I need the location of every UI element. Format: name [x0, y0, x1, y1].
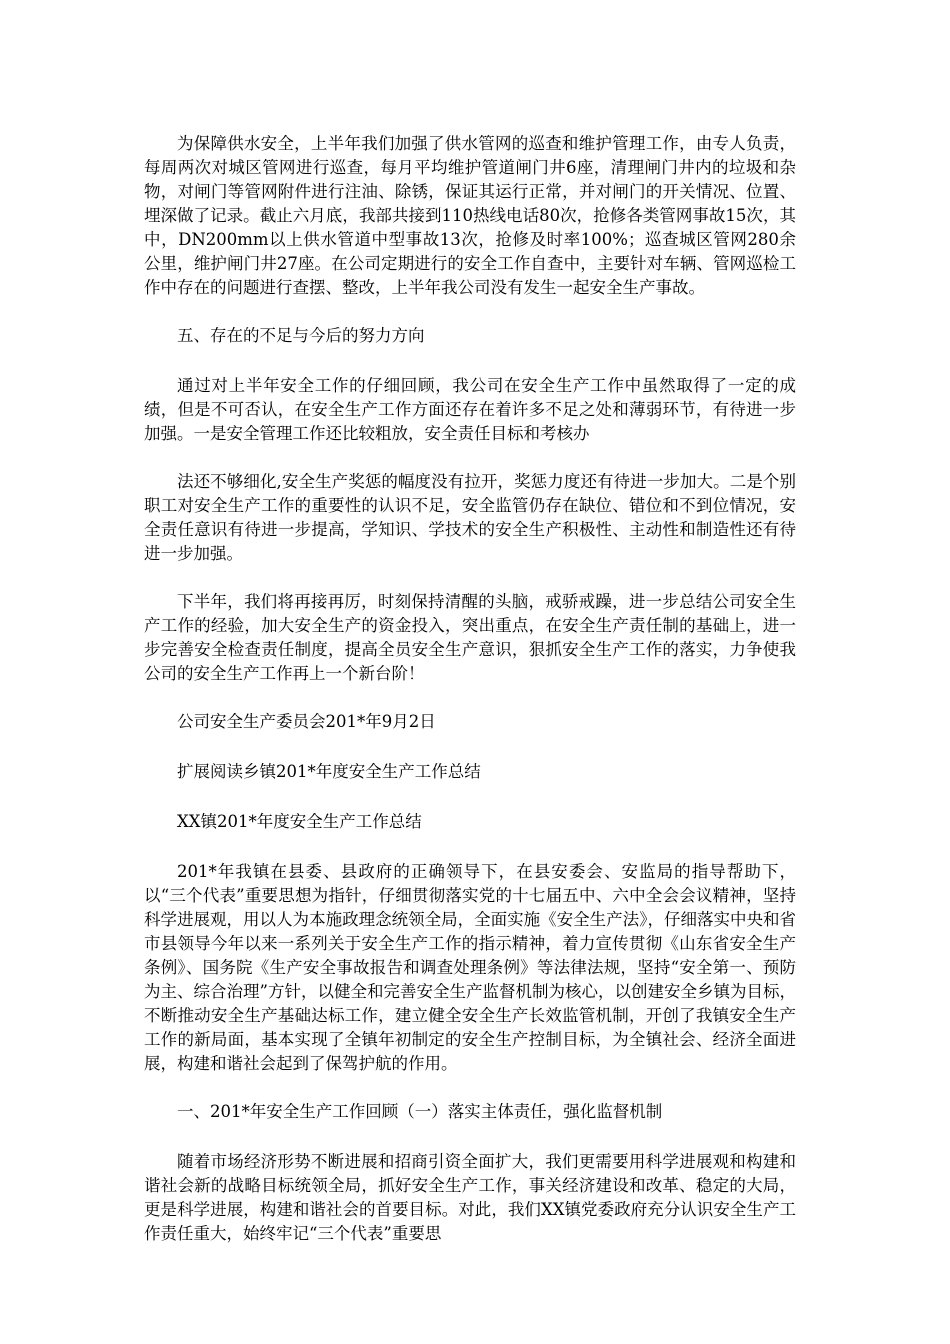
paragraph-water-supply-safety: 为保障供水安全，上半年我们加强了供水管网的巡查和维护管理工作，由专人负责，每周两次对城区管网进行巡查，每月平均维护管道闸门井6座，清理闸门井内的垃圾和杂物，对闸门等管网附件进行注油、除锈，保证其运行正常，并对闸门的开关情况、位置、埋深做了记录。截止六月底，我部共接到110热线电话80次，抢修各类管网事故15次，其中，DN200mm以上供水管道中型事故13次，抢修及时率100%；巡查城区管网280余公里，维护闸门井27座。在公司定期进行的安全工作自查中，主要针对车辆、管网巡检工作中存在的问题进行查摆、整改，上半年我公司没有发生一起安全生产事故。 [144, 134, 796, 297]
extended-reading-title: 扩展阅读乡镇201*年度安全生产工作总结 [177, 762, 481, 781]
signature-line: 公司安全生产委员会201*年9月2日 [177, 712, 436, 731]
paragraph-review-shortcomings: 通过对上半年安全工作的仔细回顾，我公司在安全生产工作中虽然取得了一定的成绩，但是不可否认，在安全生产工作方面还存在着许多不足之处和薄弱环节，有待进一步加强。一是安全管理工作还比较粗放，安全责任目标和考核办 [144, 376, 796, 443]
paragraph-second-half-plan: 下半年，我们将再接再厉，时刻保持清醒的头脑，戒骄戒躁，进一步总结公司安全生产工作的经验，加大安全生产的资金投入，突出重点，在安全生产责任制的基础上，进一步完善安全检查责任制度，提高全员安全生产意识，狠抓安全生产工作的落实，力争使我公司的安全生产工作再上一个新台阶！ [144, 592, 796, 683]
town-summary-title: XX镇201*年度安全生产工作总结 [177, 812, 422, 831]
section-heading-review: 一、201*年安全生产工作回顾（一）落实主体责任，强化监督机制 [177, 1102, 663, 1121]
paragraph-market-economy: 随着市场经济形势不断进展和招商引资全面扩大，我们更需要用科学进展观和构建和谐社会新的战略目标统领全局，抓好安全生产工作，事关经济建设和改革、稳定的大局，更是科学进展，构建和谐社会的首要目标。对此，我们XX镇党委政府充分认识安全生产工作责任重大，始终牢记“三个代表”重要思 [144, 1152, 796, 1243]
paragraph-shortcomings-continued: 法还不够细化,安全生产奖惩的幅度没有拉开，奖惩力度还有待进一步加大。二是个别职工对安全生产工作的重要性的认识不足，安全监管仍存在缺位、错位和不到位情况，安全责任意识有待进一步提高，学知识、学技术的安全生产积极性、主动性和制造性还有待进一步加强。 [144, 472, 796, 563]
section-heading-shortcomings: 五、存在的不足与今后的努力方向 [177, 326, 425, 345]
document-page [144, 132, 796, 1270]
paragraph-town-overview: 201*年我镇在县委、县政府的正确领导下，在县安委会、安监局的指导帮助下，以“三个代表”重要思想为指针，仔细贯彻落实党的十七届五中、六中全会会议精神，坚持科学进展观，用以人为本施政理念统领全局，全面实施《安全生产法》，仔细落实中央和省市县领导今年以来一系列关于安全生产工作的指示精神，着力宣传贯彻《山东省安全生产条例》、国务院《生产安全事故报告和调查处理条例》等法律法规，坚持“安全第一、预防为主、综合治理”方针，以健全和完善安全生产监督机制为核心，以创建安全乡镇为目标，不断推动安全生产基础达标工作，建立健全安全生产长效监管机制，开创了我镇安全生产工作的新局面，基本实现了全镇年初制定的安全生产控制目标，为全镇社会、经济全面进展，构建和谐社会起到了保驾护航的作用。 [144, 862, 796, 1073]
